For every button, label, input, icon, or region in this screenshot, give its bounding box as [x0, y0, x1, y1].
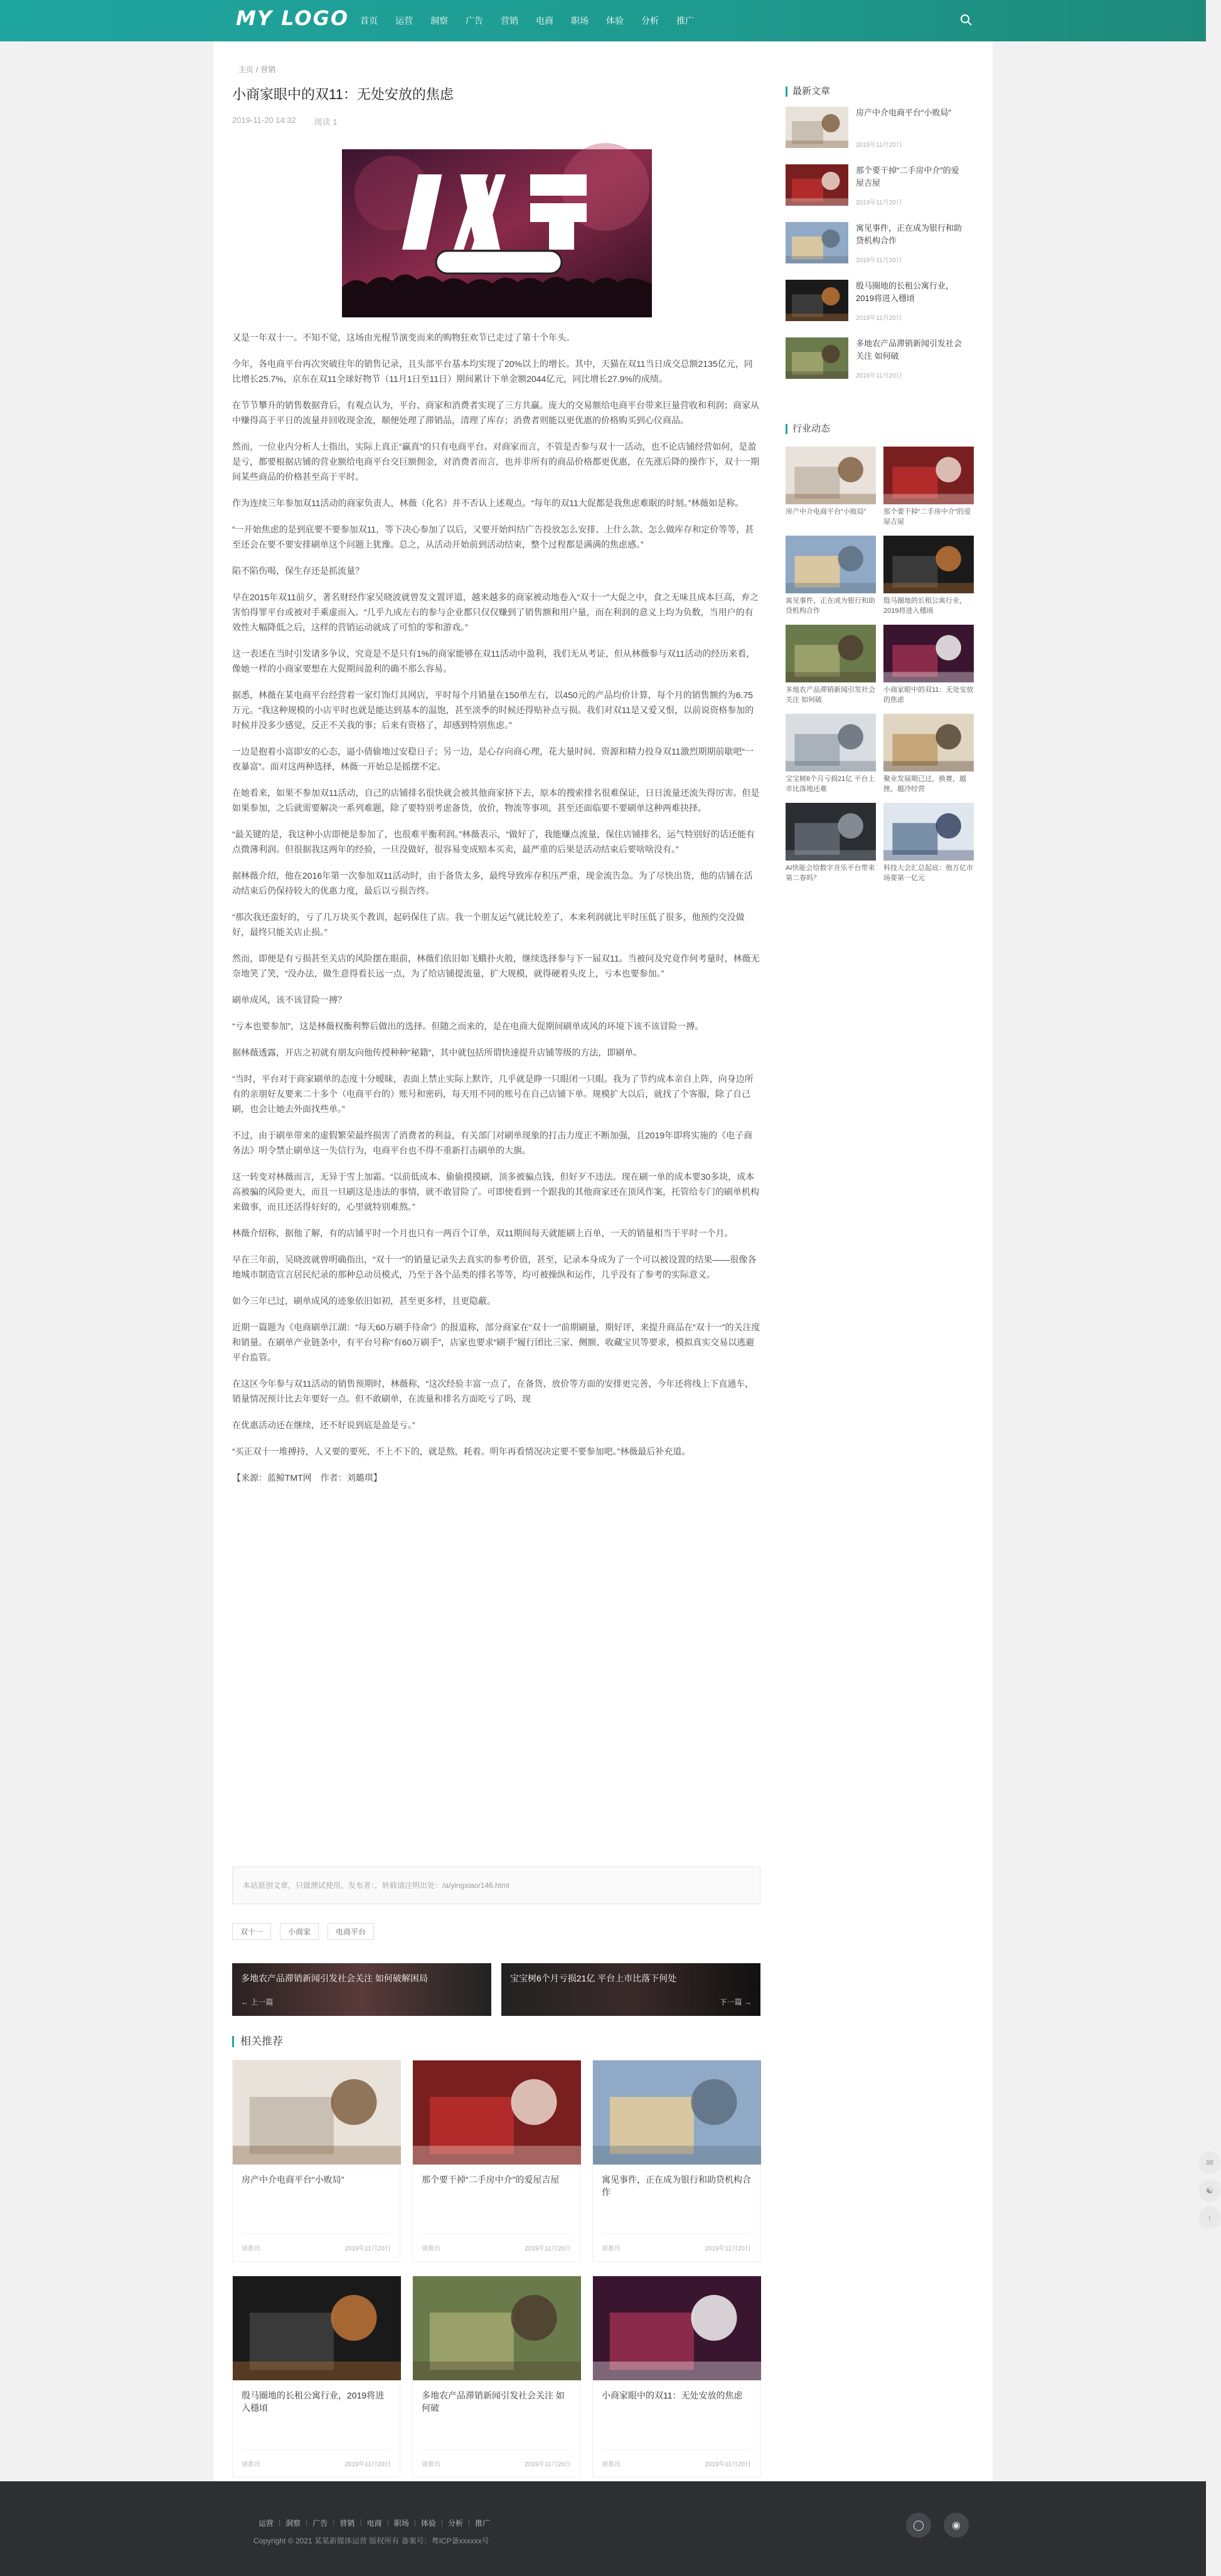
related-card[interactable] — [412, 2060, 580, 2262]
thumbnail-image — [593, 2060, 761, 2165]
trend-heading: 行业动态 — [786, 424, 830, 434]
related-title[interactable]: 房产中介电商平台“小败局” — [242, 2175, 344, 2185]
footer-nav-item[interactable]: 体验 — [420, 2519, 436, 2528]
footer-nav-separator: | — [387, 2518, 389, 2526]
trend-caption[interactable]: 多地农产品滞销新闻引发社会关注 如何破 — [786, 686, 875, 704]
related-thumbnail[interactable] — [413, 2276, 580, 2380]
next-label: 下一篇 → — [719, 1998, 752, 2006]
trend-card[interactable] — [786, 625, 876, 705]
related-meta — [602, 2234, 751, 2252]
related-thumbnail[interactable] — [593, 2060, 760, 2165]
related-date: 2019年11月20日 — [344, 2461, 391, 2468]
related-title[interactable]: 殷马圈地的长租公寓行业，2019将进入穩頃 — [242, 2390, 385, 2413]
article-paragraph: 早在三年前，吴晓波就曾明确指出，“双十一”的销量记录失去真实的参考价值，甚至，记录本身成为了一个可以被设置的结果——很像各地城市制造宣言居民纪录的那种总动员模式，乃至于各个品类的排名等等，均可被操纵和运作，几乎没有了参考的实际意义。 — [232, 1254, 757, 1280]
article-paragraph: 据林薇介绍，他在2016年第一次参加双11活动时，由于备货太多，最终导致库存积压严重，现金流告急。为了尽快出货，他的店铺在活动结束后仍保持较大的优惠力度，最后以亏损告终。 — [232, 871, 753, 896]
related-thumbnail[interactable] — [233, 2060, 400, 2165]
main-content — [213, 41, 1214, 2481]
article-paragraph: 又是一年双十一。不知不觉，这场由光棍节演变而来的购物狂欢节已走过了第十个年头。 — [232, 332, 575, 342]
thumbnail-image — [883, 536, 974, 593]
breadcrumb: 主页 / 营销 — [238, 65, 276, 74]
footer-nav-separator: | — [279, 2518, 281, 2526]
article-paragraph: 据悉，林薇在某电商平台经营着一家灯饰灯具网店，平时每个月销量在150单左右，以450元的产品均价计算，每个月的销售额约为6.75万元。“我这种规模的小店平时也就是能达到基本的温饱，甚至淡季的时候还得贴补点亏损。我们对双11是又爱又恨，以前说资格参加的时候并没多少感觉，反正不关我的事；后来有资格了，却感到特别焦虑。” — [232, 690, 754, 730]
article-paragraph: 如今三年已过，刷单成风的迹象依旧如初，甚至更多样，且更隐蔽。 — [232, 1296, 496, 1306]
related-meta — [242, 2234, 391, 2252]
article-paragraph: 据林薇透露，开店之初就有朋友向他传授种种“秘籍”，其中就包括所谓快速提升店铺等级的方法，即刷单。 — [232, 1047, 642, 1057]
comment-tool-icon[interactable]: ✉ — [1198, 2151, 1221, 2174]
site-header — [0, 0, 1206, 41]
related-card[interactable] — [412, 2276, 580, 2478]
article-paragraph: 近期一篇题为《电商刷单江湖：“每天60万刷手待命”》的报道称，部分商家在“双十一”前期刷量，期好评，来提升商品在“双十一”的关注度和销量。在刷单产业链条中，有平台号称“有60万刷手”，店家也要求“刷手”履行团比三家、侧额、收藏宝贝等要求，模拟真实交易以逃避平台监管。 — [232, 1322, 760, 1362]
article-paragraph: 林薇介绍称，据他了解，有的店铺平时一个月也只有一两百个订单，双11期间每天就能刷上百单，一天的销量相当于平时一个月。 — [232, 1228, 733, 1238]
article-paragraph: “那次我还蛮好的，亏了几万块买个教训，起码保住了店。我一个朋友运气就比较差了，本来利润就比平时压低了很多，他预约交没做好，最终只能关店止损。” — [232, 912, 745, 937]
article-paragraph: 【来源：蓝鲸TMT网 作者：刘璐琪】 — [232, 1473, 382, 1483]
trend-caption[interactable]: 那个要干掉“二手房中介”的爱屋吉屋 — [883, 508, 971, 526]
thumbnail-image — [786, 625, 876, 682]
related-date: 2019年11月20日 — [344, 2245, 391, 2252]
trend-grid — [786, 447, 974, 883]
search-icon[interactable] — [960, 14, 973, 26]
tag-link[interactable]: 小商家 — [280, 1923, 319, 1940]
footer-nav-separator: | — [306, 2518, 308, 2526]
latest-list — [786, 107, 974, 395]
wechat-icon[interactable]: ◯ — [906, 2513, 931, 2538]
thumbnail-image — [593, 2276, 761, 2380]
article-paragraph: “亏本也要参加”，这是林薇权衡利弊后做出的选择。但随之而来的，是在电商大促期间刷单成风的环境下该不该冒险一搏。 — [232, 1021, 704, 1031]
footer-nav-separator: | — [440, 2518, 443, 2526]
nav-item[interactable]: 洞察 — [430, 16, 448, 26]
latest-heading: 最新文章 — [786, 87, 830, 97]
side-tools — [1198, 2151, 1221, 2234]
nav-item[interactable]: 运营 — [395, 16, 413, 26]
footer-nav-item[interactable]: 职场 — [393, 2519, 409, 2528]
trend-card[interactable] — [883, 803, 974, 883]
article-paragraph: “一开始焦虑的是到底要不要参加双11，等下决心参加了以后，又要开始纠结广告投放怎么安排、上什么款、怎么做库存和定价等等，甚至还会在要不要安排刷单这个问题上犹豫。总之，从活动开始前到活动结束，整个过程都是满满的焦虑感。” — [232, 524, 754, 549]
latest-date: 2019年11月20日 — [856, 315, 902, 322]
footer-nav-item[interactable]: 洞察 — [285, 2519, 301, 2528]
related-date: 2019年11月20日 — [705, 2245, 751, 2252]
latest-title[interactable]: 那个要干掉“二手房中介”的爱屋吉屋 — [856, 166, 959, 188]
latest-title[interactable]: 寓见事件，正在成为银行和助贷机构合作 — [856, 223, 962, 245]
latest-title[interactable]: 多地农产品滞销新闻引发社会关注 如何破 — [856, 339, 962, 361]
article-meta — [232, 115, 338, 127]
thumbnail-image — [786, 107, 848, 148]
latest-title[interactable]: 殷马圈地的长租公寓行业，2019将进入穩頃 — [856, 281, 954, 303]
trend-caption[interactable]: 科技大会汇总起底：他万亿市场要第一亿元 — [883, 864, 973, 882]
related-card[interactable] — [592, 2060, 760, 2262]
footer-nav-item[interactable]: 广告 — [312, 2519, 328, 2528]
footer-nav-separator: | — [468, 2518, 471, 2526]
footer-nav-item[interactable]: 推广 — [475, 2519, 491, 2528]
article-paragraph: 刷单成风，该不该冒险一搏？ — [232, 995, 346, 1005]
footer-nav-separator: | — [360, 2518, 362, 2526]
nav-item[interactable]: 职场 — [571, 16, 589, 26]
footer-nav-separator: | — [333, 2518, 335, 2526]
article-paragraph: 早在2015年双11前夕，著名财经作家吴晓波就曾发文置评道，越来越多的商家被动地卷入“双十一”大促之中，食之无味且成本巨高，弃之害怕得罪平台或被对手乘虚而入。“几乎九成左右的参与企业都只仅仅赚到了销售额和用户量，而在利润的意义上均为负数，当用户的有效性大幅降低之后，这样的营销运动就成了可怕的零和游戏。” — [232, 592, 759, 632]
related-thumbnail[interactable] — [593, 2276, 760, 2380]
footer-social — [906, 2513, 969, 2538]
site-logo[interactable]: MY LOGO — [236, 6, 349, 30]
related-title[interactable]: 小商家眼中的双11：无处安放的焦虑 — [602, 2390, 743, 2400]
related-title[interactable]: 那个要干掉“二手房中介”的爱屋吉屋 — [422, 2175, 560, 2185]
thumbnail-image — [413, 2060, 581, 2165]
article-paragraph: 在她看来，如果不参加双11活动，自己的店铺排名很快就会被其他商家挤下去，原本的搜索排名很难保证，日日流量还流失得厉害。但是如果参加，之后就需要解决一系列难题，除了要特别考虑备货，放价，物流等事项，甚至还面临要不要刷单这种两难抉择。 — [232, 788, 760, 813]
trend-caption[interactable]: 聚业发展期已过，换赛，越挫，越冷经营 — [883, 775, 966, 793]
breadcrumb-home[interactable]: 主页 — [238, 65, 254, 74]
latest-item[interactable] — [786, 222, 974, 280]
related-meta — [242, 2449, 391, 2468]
site-footer — [0, 2481, 1206, 2576]
latest-item[interactable] — [786, 107, 974, 164]
thumbnail-image — [883, 447, 974, 504]
latest-date: 2019年11月20日 — [856, 199, 902, 206]
tag-link[interactable]: 电商平台 — [328, 1923, 374, 1940]
article-paragraph: 不过，由于刷单带来的虚假繁荣最终损害了消费者的利益，有关部门对刷单现象的打击力度正不断加强，且2019年即将实施的《电子商务法》明令禁止刷单这一失信行为，电商平台也不得不重新打击刷单的大旗。 — [232, 1130, 753, 1155]
trend-card[interactable] — [786, 536, 876, 616]
next-article-link[interactable]: 宝宝树6个月亏损21亿 平台上市比落下何处 下一篇 → — [501, 1963, 760, 2016]
latest-item[interactable] — [786, 280, 974, 337]
trend-caption[interactable]: AI快能会给数字音乐平台带来第二春吗？ — [786, 864, 875, 882]
article-paragraph: 在这区今年参与双11活动的销售预期时，林薇称，“这次经验丰富一点了，在备货、放价等方面的安排更完善，今年还将线上下直通车，销量情况预计比去年要好一点。但不敢刷单，在流量和排名方面吃亏了吗，现 — [232, 1379, 754, 1404]
article-paragraph: 这一表述在当时引发诸多争议，究竟是不是只有1%的商家能够在双11活动中盈利，我们无从考证，但从林薇参与双11活动的经历来看，像她一样的小商家要想在大促期间盈利的确不那么容易。 — [232, 649, 755, 674]
related-thumbnail[interactable] — [413, 2060, 580, 2165]
article-paragraph: “最关键的是，我这种小店即便是参加了，也很难平衡利润。”林薇表示，“做好了，我能赚点流量，保住店铺排名，运气特别好的话还能有点微薄利润。但很据我这两年的经验，一旦没做好，很容易变成赔本买卖，最严重的后果是活动结束后要啥啥没有。” — [232, 829, 755, 854]
thumbnail-image — [883, 803, 974, 861]
footer-nav-item[interactable]: 营销 — [339, 2519, 355, 2528]
thumbnail-image — [786, 222, 848, 263]
related-meta — [602, 2449, 751, 2468]
article-views: 阅读 1 — [314, 117, 338, 127]
footer-nav-item[interactable]: 运营 — [259, 2519, 274, 2528]
related-category[interactable]: 谈推出 — [242, 2461, 260, 2468]
back-to-top-icon[interactable]: ↑ — [1198, 2207, 1221, 2229]
related-date: 2019年11月20日 — [525, 2461, 571, 2468]
trend-caption[interactable]: 小商家眼中的双11：无处安放的焦虑 — [883, 686, 974, 704]
trend-card[interactable] — [883, 536, 974, 616]
thumbnail-image — [883, 714, 974, 771]
related-card[interactable] — [232, 2276, 400, 2478]
main-nav — [351, 0, 703, 41]
article-paragraph: 然而，即便是有亏损甚至关店的风险摆在眼前，林薇们依旧如飞蛾扑火般，继续选择参与下一届双11。当被问及究竟作何考量时，林薇无奈地笑了笑，“没办法，做生意得看长远一点，为了给店铺提流量，扩大规模，就得硬着头皮上，亏本也要参加。” — [232, 953, 760, 978]
related-card[interactable] — [232, 2060, 400, 2262]
article-paragraph: 作为连续三年参加双11活动的商家负责人，林薇（化名）并不否认上述观点。“每年的双11大促都是我焦虑难眠的时刻。”林薇如是称。 — [232, 498, 744, 508]
related-category[interactable]: 谈推出 — [422, 2461, 440, 2468]
weibo-icon[interactable]: ◉ — [944, 2513, 969, 2538]
article-paragraph: 在优惠活动还在继续，还不好说到底是盈是亏。” — [232, 1420, 415, 1430]
prev-article-link[interactable]: 多地农产品滞销新闻引发社会关注 如何破解困局 ← 上一篇 — [232, 1963, 491, 2016]
trend-caption[interactable]: 房产中介电商平台“小败局” — [786, 508, 866, 516]
latest-date: 2019年11月20日 — [856, 142, 902, 149]
related-grid — [232, 2060, 760, 2478]
related-title[interactable]: 寓见事件，正在成为银行和助贷机构合作 — [602, 2175, 751, 2197]
nav-item[interactable]: 广告 — [466, 16, 483, 26]
article-body — [232, 330, 760, 1497]
related-card[interactable] — [592, 2276, 760, 2478]
latest-date: 2019年11月20日 — [856, 373, 902, 379]
trend-card[interactable] — [883, 714, 974, 794]
prev-label: ← 上一篇 — [241, 1998, 274, 2006]
nav-item[interactable]: 首页 — [360, 16, 378, 26]
footer-nav-item[interactable]: 电商 — [366, 2519, 382, 2528]
thumbnail-image — [883, 625, 974, 682]
thumbnail-image — [233, 2276, 401, 2380]
article-title: 小商家眼中的双11：无处安放的焦虑 — [232, 87, 454, 102]
trend-card[interactable] — [786, 714, 876, 794]
related-meta — [422, 2234, 571, 2252]
nav-item[interactable]: 分析 — [641, 16, 659, 26]
related-category[interactable]: 谈推出 — [602, 2461, 621, 2468]
trend-caption[interactable]: 殷马圈地的长租公寓行业，2019将进入穩頃 — [883, 597, 966, 615]
article-paragraph: 今年，各电商平台再次突破往年的销售记录，且头部平台基本均实现了20%以上的增长。其中，天猫在双11当日成交总额2135亿元，同比增长25.7%，京东在双11全球好物节（11月1日至11日）期间累计下单金额2044亿元，同比增长27.9%的成绩。 — [232, 359, 753, 384]
latest-date: 2019年11月20日 — [856, 257, 902, 264]
trend-card[interactable] — [883, 625, 974, 705]
article-date: 2019-11-20 14:32 — [232, 115, 296, 125]
thumbnail-image — [786, 164, 848, 206]
article-paragraph: 一边是抱着小富即安的心态，逼小倩偷地过安稳日子；另一边，是心存向商心理，花大量时间、资源和精力投身双11激烈期期前歇吧“一夜暴富”。面对这两种选择，林薇一开始总是摇摆不定。 — [232, 746, 754, 771]
latest-item[interactable] — [786, 337, 974, 395]
footer-nav — [253, 2518, 495, 2528]
related-category[interactable]: 谈推出 — [422, 2245, 440, 2252]
trend-card[interactable] — [786, 803, 876, 883]
article-paragraph: 陷不陷伤喝，保生存还是抓流量？ — [232, 566, 364, 576]
nav-item[interactable]: 营销 — [501, 16, 518, 26]
tag-link[interactable]: 双十一 — [232, 1923, 271, 1940]
copyright-note: 本站原创文章，只做测试使用，发布者：，转载请注明出处：/a/yingxiao/146.html — [232, 1867, 760, 1904]
breadcrumb-section[interactable]: 营销 — [260, 65, 276, 74]
article-hero-image — [342, 149, 652, 317]
article-paragraph: 然而，一位业内分析人士指出，实际上真正“赢真”的只有电商平台。对商家而言，不管是否参与双十一活动，也不论店铺经营如何，是盈是亏，都要根据店铺的营业额给电商平台交巨额佣金，对消费者而言，也并非所有的商品价格都更优惠，在先涨后降的操作下，双十一期间某些商品的价格甚至高于平时。 — [232, 442, 759, 482]
related-title[interactable]: 多地农产品滞销新闻引发社会关注 如何破 — [422, 2390, 565, 2413]
trend-caption[interactable]: 宝宝树6个月亏损21亿 平台上市比落地还难 — [786, 775, 875, 793]
trend-caption[interactable]: 寓见事件，正在成为银行和助贷机构合作 — [786, 597, 875, 615]
trend-card[interactable] — [883, 447, 974, 527]
trend-card[interactable] — [786, 447, 876, 527]
footer-copyright: Copyright © 2021 某某新媒体运营 版权所有 备案号：粤ICP备xxxxxx号 — [253, 2536, 489, 2545]
latest-title[interactable]: 房产中介电商平台“小败局” — [856, 108, 951, 117]
footer-nav-item[interactable]: 分析 — [447, 2519, 463, 2528]
prev-next-nav — [232, 1963, 760, 2016]
related-thumbnail[interactable] — [233, 2276, 400, 2380]
latest-item[interactable] — [786, 164, 974, 222]
article-paragraph: “买正双十一堆搏持，人又要的要死，不上不下的，就是熬，耗着。明年再看情况决定要不要参加吧。”林薇最后补充道。 — [232, 1446, 691, 1456]
thumbnail-image — [786, 536, 876, 593]
related-heading: 相关推荐 — [232, 2036, 283, 2047]
thumbnail-image — [786, 337, 848, 379]
tag-list — [232, 1923, 374, 1940]
related-date: 2019年11月20日 — [705, 2461, 751, 2468]
footer-nav-separator: | — [413, 2518, 416, 2526]
wechat-tool-icon[interactable]: ☯ — [1198, 2179, 1221, 2202]
article-paragraph: “当时，平台对于商家刷单的态度十分暧昧，表面上禁止实际上默许，几乎就是睁一只眼闭一只眼。我为了节约成本亲自上阵，向身边所有的亲朋好友要来二十多个（电商平台的）账号和密码，每天用不同的账号在自己店铺下单。规模扩大以后，就找了个客服，除了自己刷，也会让她去外面找些单。” — [232, 1074, 754, 1114]
nav-item[interactable]: 电商 — [536, 16, 553, 26]
related-date: 2019年11月20日 — [525, 2245, 571, 2252]
thumbnail-image — [786, 447, 876, 504]
related-meta — [422, 2449, 571, 2468]
article-paragraph: 在节节攀升的销售数据背后，有观点认为，平台、商家和消费者实现了三方共赢。庞大的交易额给电商平台带来巨量营收和利润；商家从中赚得高于平日的流量并回收现金流，顺便处理了滞销品，清理了库存；消费者则能以更优惠的价格购买到心仪商品。 — [232, 400, 759, 425]
thumbnail-image — [786, 714, 876, 771]
nav-item[interactable]: 体验 — [606, 16, 624, 26]
article-paragraph: 这一转变对林薇而言，无异于雪上加霜。“以前低成本、偷偷摸摸刷，顶多被骗点钱，但好歹不违法。现在刷一单的成本要30多块，成本高被骗的风险更大，而且一旦刷这是违法的事情，就不敢冒险了。可即使看到一个跟我的其他商家还在顶风作案，托管给专门的刷单机构来做事，而且还活得好好的，心里就特别难熬。” — [232, 1172, 759, 1212]
related-category[interactable]: 谈推出 — [242, 2245, 260, 2252]
thumbnail-image — [786, 803, 876, 861]
thumbnail-image — [786, 280, 848, 321]
thumbnail-image — [233, 2060, 401, 2165]
thumbnail-image — [413, 2276, 581, 2380]
nav-item[interactable]: 推广 — [676, 16, 694, 26]
related-category[interactable]: 谈推出 — [602, 2245, 621, 2252]
